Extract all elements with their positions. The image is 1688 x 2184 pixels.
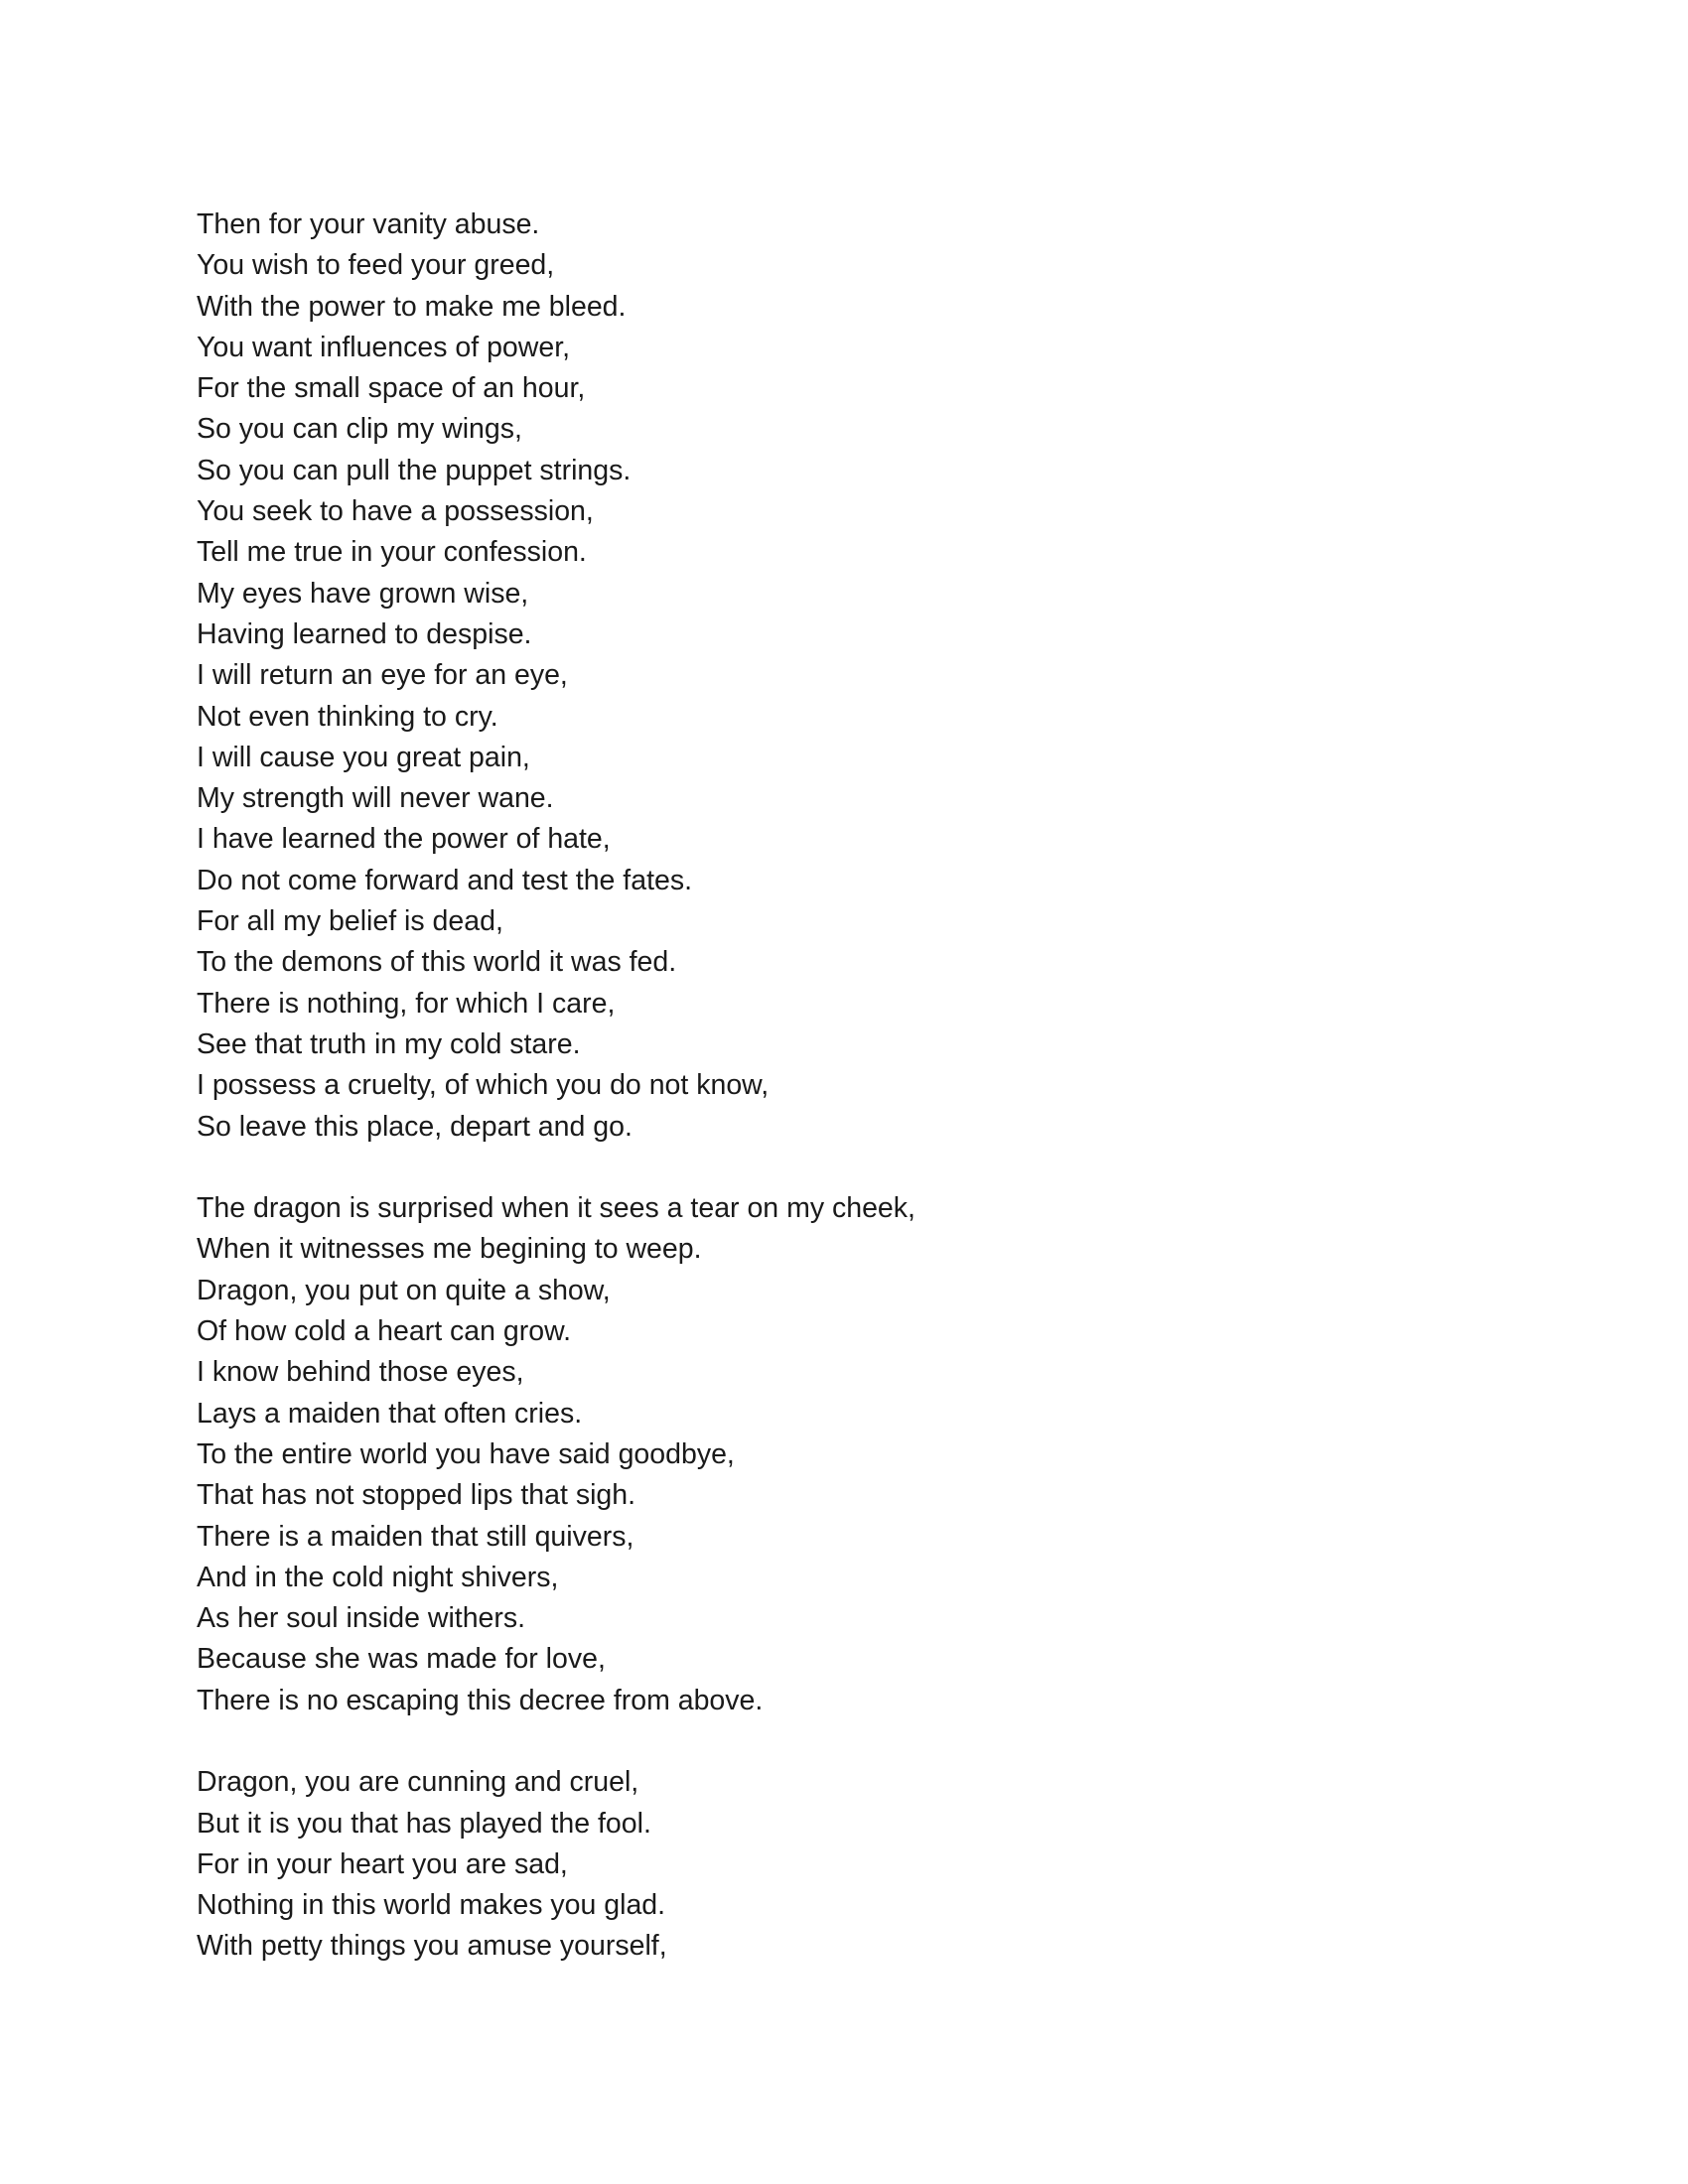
poem-line: That has not stopped lips that sigh.	[197, 1479, 636, 1512]
poem-line: But it is you that has played the fool.	[197, 1807, 651, 1840]
poem-line: Nothing in this world makes you glad.	[197, 1889, 666, 1922]
poem-line: There is a maiden that still quivers,	[197, 1520, 634, 1553]
poem-line: I possess a cruelty, of which you do not know,	[197, 1069, 770, 1102]
poem-line: The dragon is surprised when it sees a tear on my cheek,	[197, 1192, 915, 1225]
poem-line: Not even thinking to cry.	[197, 700, 498, 733]
poem-line: Do not come forward and test the fates.	[197, 864, 693, 896]
poem-line: See that truth in my cold stare.	[197, 1027, 581, 1060]
poem-line: You seek to have a possession,	[197, 495, 594, 528]
poem-line: And in the cold night shivers,	[197, 1561, 559, 1593]
poem-line: There is no escaping this decree from above.	[197, 1684, 764, 1716]
poem-line: Tell me true in your confession.	[197, 536, 587, 569]
poem-line: I will cause you great pain,	[197, 741, 530, 773]
poem-line: Having learned to despise.	[197, 617, 532, 650]
poem-line: With the power to make me bleed.	[197, 290, 627, 323]
poem-line: I have learned the power of hate,	[197, 823, 611, 856]
poem-line: You want influences of power,	[197, 331, 571, 363]
poem-line: For the small space of an hour,	[197, 372, 586, 405]
stanza-3	[197, 1762, 1487, 1967]
poem-line: Of how cold a heart can grow.	[197, 1315, 572, 1348]
poem-line: To the demons of this world it was fed.	[197, 946, 677, 979]
poem-line: Dragon, you put on quite a show,	[197, 1274, 611, 1306]
poem-line: So you can clip my wings,	[197, 413, 522, 446]
poem-line: To the entire world you have said goodbye,	[197, 1437, 735, 1470]
poem-line: Then for your vanity abuse.	[197, 208, 540, 240]
poem-line: My strength will never wane.	[197, 782, 554, 815]
poem-line: There is nothing, for which I care,	[197, 987, 616, 1020]
poem-line: You wish to feed your greed,	[197, 249, 555, 282]
poem-line: Dragon, you are cunning and cruel,	[197, 1766, 639, 1799]
poem-line: So leave this place, depart and go.	[197, 1110, 633, 1143]
poem-line: I know behind those eyes,	[197, 1356, 524, 1389]
poem-line: When it witnesses me begining to weep.	[197, 1233, 702, 1266]
poem-line: For all my belief is dead,	[197, 905, 503, 938]
poem-line: My eyes have grown wise,	[197, 577, 529, 610]
poem-line: So you can pull the puppet strings.	[197, 454, 632, 486]
poem-line: With petty things you amuse yourself,	[197, 1930, 667, 1963]
poem-line: I will return an eye for an eye,	[197, 659, 568, 692]
stanza-1	[197, 205, 1487, 1148]
poem-line: Lays a maiden that often cries.	[197, 1397, 583, 1430]
poem-line: Because she was made for love,	[197, 1643, 606, 1676]
poem-line: For in your heart you are sad,	[197, 1847, 568, 1880]
poem-body	[197, 205, 1487, 1968]
stanza-2	[197, 1188, 1487, 1721]
poem-line: As her soul inside withers.	[197, 1602, 526, 1635]
